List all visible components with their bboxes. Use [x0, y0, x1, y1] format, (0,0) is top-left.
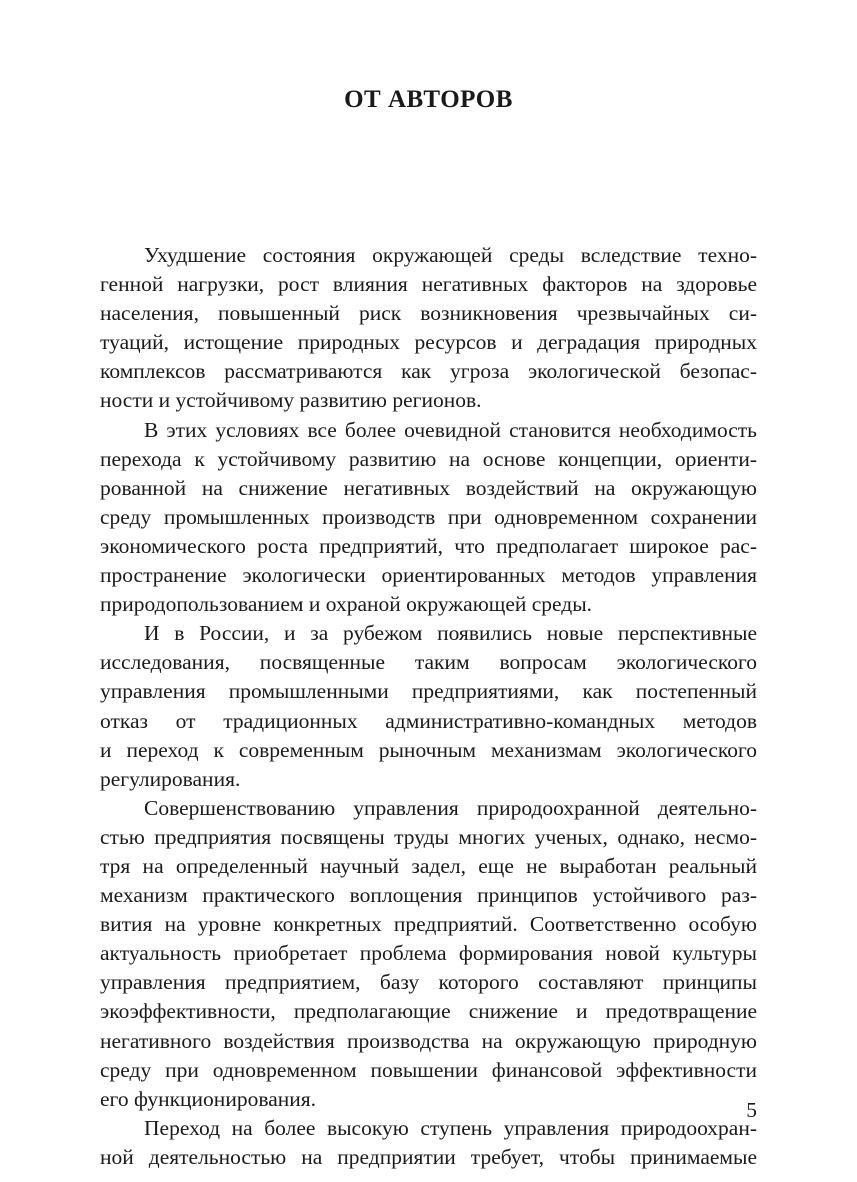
text-line: вития на уровне конкретных предприятий. Соответственно особую — [100, 912, 757, 937]
text-line: рованной на снижение негативных воздействий на окружающую — [100, 475, 757, 500]
page-number: 5 — [746, 1098, 757, 1122]
text-line: актуальность приобретает проблема формирования новой культуры — [100, 941, 757, 966]
text-line: отказ от традиционных административно-командных методов — [100, 708, 757, 733]
text-line: В этих условиях все более очевидной становится необходимость — [144, 417, 757, 442]
text-line: комплексов рассматриваются как угроза экологической безопас- — [100, 359, 757, 384]
paragraph-1 — [100, 241, 757, 416]
text-line: перехода к устойчивому развитию на основе концепции, ориенти- — [100, 446, 757, 471]
text-line: экономического роста предприятий, что предполагает широкое рас- — [100, 533, 757, 558]
text-line: Совершенствованию управления природоохранной деятельно- — [144, 795, 757, 820]
text-line: механизм практического воплощения принципов устойчивого раз- — [100, 883, 757, 908]
text-line: Переход на более высокую ступень управления природоохран- — [144, 1115, 757, 1140]
text-line: ной деятельностью на предприятии требует, чтобы принимаемые — [100, 1144, 757, 1169]
text-line: ности и устойчивому развитию регионов. — [100, 388, 482, 413]
text-line: туаций, истощение природных ресурсов и деградация природных — [100, 330, 757, 355]
text-line: среду промышленных производств при одновременном сохранении — [100, 504, 757, 529]
text-line: его функционирования. — [100, 1086, 317, 1111]
paragraph-2 — [100, 416, 757, 620]
paragraph-5 — [100, 1114, 757, 1172]
paragraph-4 — [100, 794, 757, 1114]
text-line: среду при одновременном повышении финансовой эффективности — [100, 1057, 757, 1082]
paragraph-3 — [100, 619, 757, 794]
text-line: и переход к современным рыночным механизмам экологического — [100, 737, 757, 762]
body-text — [100, 241, 757, 1172]
text-line: природопользованием и охраной окружающей среды. — [100, 592, 593, 617]
text-line: негативного воздействия производства на окружающую природную — [100, 1028, 757, 1053]
text-line: экоэффективности, предполагающие снижение и предотвращение — [100, 999, 757, 1024]
text-line: И в России, и за рубежом появились новые перспективные — [144, 621, 757, 646]
text-line: управления промышленными предприятиями, как постепенный — [100, 679, 757, 704]
text-line: стью предприятия посвящены труды многих ученых, однако, несмо- — [100, 824, 757, 849]
text-line: пространение экологически ориентированных методов управления — [100, 563, 757, 588]
text-line: исследования, посвященные таким вопросам экологического — [100, 650, 757, 675]
page-title: ОТ АВТОРОВ — [344, 86, 513, 113]
text-line: управления предприятием, базу которого составляют принципы — [100, 970, 757, 995]
text-line: Ухудшение состояния окружающей среды вследствие техно- — [144, 243, 757, 267]
text-line: регулирования. — [100, 766, 241, 791]
text-line: населения, повышенный риск возникновения чрезвычайных си- — [100, 301, 757, 326]
text-line: генной нагрузки, рост влияния негативных факторов на здоровье — [100, 272, 757, 297]
text-line: тря на определенный научный задел, еще не выработан реальный — [100, 853, 757, 878]
